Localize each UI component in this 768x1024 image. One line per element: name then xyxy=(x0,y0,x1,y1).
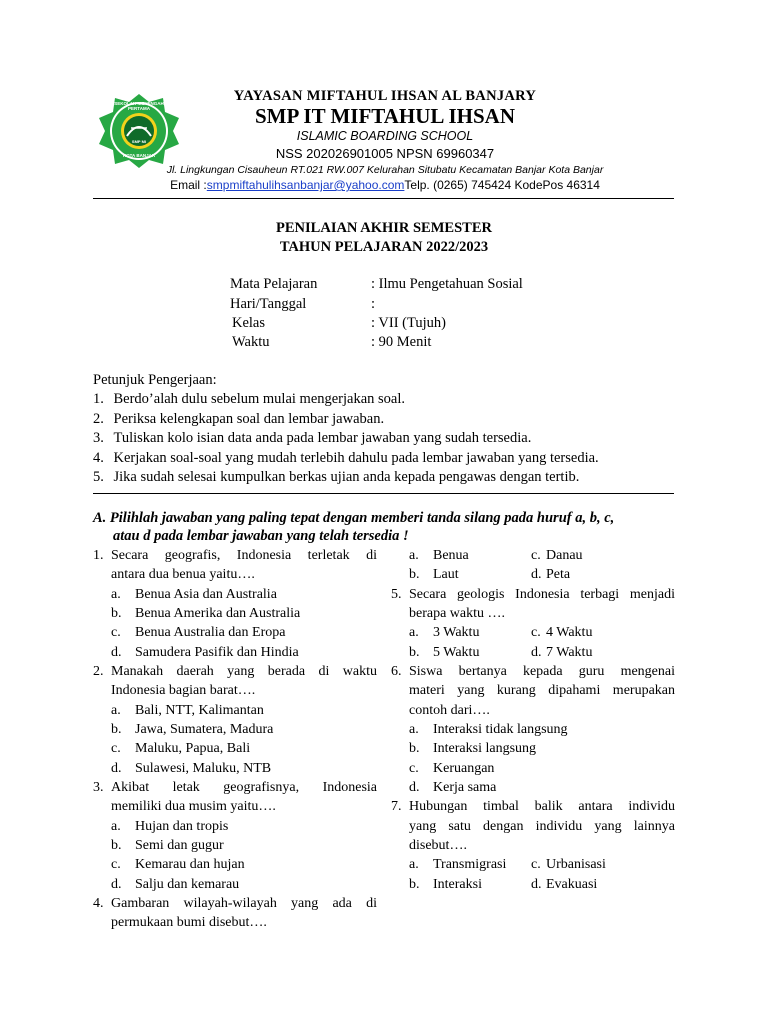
boarding-label: ISLAMIC BOARDING SCHOOL xyxy=(296,129,474,143)
exam-title: PENILAIAN AKHIR SEMESTER xyxy=(276,220,492,236)
meta-value: : Ilmu Pengetahuan Sosial xyxy=(371,276,523,292)
question-number: 4. xyxy=(93,896,104,911)
option-letter: a. xyxy=(409,625,419,640)
meta-label: Hari/Tanggal xyxy=(230,296,307,312)
logo-top-text: SEKOLAH MENENGAH PERTAMA xyxy=(114,101,164,111)
meta-class xyxy=(232,315,632,335)
option-letter: b. xyxy=(111,838,122,853)
phone-postal: Telp. (0265) 745424 KodePos 46314 xyxy=(404,178,600,192)
academic-year: TAHUN PELAJARAN 2022/2023 xyxy=(279,239,489,255)
meta-date xyxy=(230,296,630,316)
question-4-line2: permukaan bumi disebut…. xyxy=(111,915,267,930)
instruction-number: 1. xyxy=(93,391,104,407)
section-a-heading xyxy=(93,509,673,545)
option-letter: b. xyxy=(111,722,122,737)
logo-mid-text: SMP MI xyxy=(131,139,147,144)
question-7-line1: Hubungan timbal balik antara individu xyxy=(409,799,675,814)
question-2-line1: Manakah daerah yang berada di waktu xyxy=(111,664,377,679)
option-letter: a. xyxy=(409,548,419,563)
option-letter: c. xyxy=(111,625,121,640)
meta-time xyxy=(232,334,632,354)
option-letter: d. xyxy=(531,567,542,582)
option-letter: b. xyxy=(409,567,420,582)
logo-bottom-text: KOTA BANJAR xyxy=(122,153,156,158)
question-6-line1: Siswa bertanya kepada guru mengenai xyxy=(409,664,675,679)
option-letter: d. xyxy=(111,877,122,892)
foundation-name: YAYASAN MIFTAHUL IHSAN AL BANJARY xyxy=(233,88,537,104)
option-text: Maluku, Papua, Bali xyxy=(135,741,251,756)
option-letter: a. xyxy=(111,819,121,834)
option-letter: b. xyxy=(111,606,122,621)
section-a-line2: atau d pada lembar jawaban yang telah tersedia ! xyxy=(113,528,409,544)
instruction-number: 2. xyxy=(93,411,104,427)
option-letter: c. xyxy=(531,625,541,640)
school-address: Jl. Lingkungan Cisauheun RT.021 RW.007 Kelurahan Situbatu Kecamatan Banjar Kota Banjar xyxy=(166,164,604,176)
questions-right-column xyxy=(391,546,675,906)
option-text: Interaksi langsung xyxy=(433,741,537,756)
header-divider xyxy=(93,198,674,199)
instruction-item xyxy=(93,391,405,408)
option-letter: a. xyxy=(409,722,419,737)
question-3-line2: memiliki dua musim yaitu…. xyxy=(111,799,276,814)
instruction-text: Tuliskan kolo isian data anda pada lembar jawaban yang sudah tersedia. xyxy=(113,430,532,446)
instruction-text: Periksa kelengkapan soal dan lembar jawaban. xyxy=(113,411,385,427)
option-text: Salju dan kemarau xyxy=(135,877,240,892)
meta-label: Waktu xyxy=(232,334,270,350)
question-6-line2: materi yang kurang dipahami merupakan xyxy=(409,683,675,698)
option-text: Benua Asia dan Australia xyxy=(135,587,277,602)
option-text: Interaksi tidak langsung xyxy=(433,722,568,737)
option-letter: c. xyxy=(531,857,541,872)
option-letter: c. xyxy=(409,761,419,776)
option-text: Benua Amerika dan Australia xyxy=(135,606,301,621)
option-letter: d. xyxy=(111,761,122,776)
question-4-line1: Gambaran wilayah-wilayah yang ada di xyxy=(111,896,377,911)
question-6-line3: contoh dari…. xyxy=(409,703,490,718)
email-label: Email : xyxy=(170,178,207,192)
option-text: 4 Waktu xyxy=(546,625,593,640)
question-2-line2: Indonesia bagian barat…. xyxy=(111,683,256,698)
option-text: Hujan dan tropis xyxy=(135,819,229,834)
meta-label: Kelas xyxy=(232,315,266,331)
option-text: Danau xyxy=(546,548,583,563)
instruction-item xyxy=(93,450,599,467)
option-text: Sulawesi, Maluku, NTB xyxy=(135,761,272,776)
meta-subject xyxy=(230,276,630,296)
option-text: Semi dan gugur xyxy=(135,838,224,853)
option-letter: d. xyxy=(409,780,420,795)
option-letter: b. xyxy=(409,877,420,892)
instruction-text: Berdo’alah dulu sebelum mulai mengerjakan soal. xyxy=(113,391,406,407)
meta-label: Mata Pelajaran xyxy=(230,276,318,292)
option-text: Jawa, Sumatera, Madura xyxy=(135,722,274,737)
option-text: Transmigrasi xyxy=(433,857,507,872)
question-5-line2: berapa waktu …. xyxy=(409,606,506,621)
instruction-item xyxy=(93,411,384,428)
instruction-text: Jika sudah selesai kumpulkan berkas ujian anda kepada pengawas dengan tertib. xyxy=(113,469,580,485)
option-text: Kemarau dan hujan xyxy=(135,857,245,872)
instructions-divider xyxy=(93,493,674,494)
instruction-item xyxy=(93,430,531,447)
option-text: Bali, NTT, Kalimantan xyxy=(135,703,264,718)
option-letter: b. xyxy=(409,645,420,660)
meta-value: : 90 Menit xyxy=(371,334,432,350)
question-5-line1: Secara geologis Indonesia terbagi menjadi xyxy=(409,587,675,602)
meta-value: : VII (Tujuh) xyxy=(371,315,446,331)
option-text: Kerja sama xyxy=(433,780,497,795)
option-letter: c. xyxy=(531,548,541,563)
instruction-number: 4. xyxy=(93,450,104,466)
school-name: SMP IT MIFTAHUL IHSAN xyxy=(254,104,516,128)
option-letter: c. xyxy=(111,741,121,756)
question-number: 6. xyxy=(391,664,402,679)
option-letter: d. xyxy=(111,645,122,660)
question-1-line1: Secara geografis, Indonesia terletak di xyxy=(111,548,377,563)
option-text: Samudera Pasifik dan Hindia xyxy=(135,645,299,660)
option-letter: d. xyxy=(531,645,542,660)
questions-left-column xyxy=(93,546,379,936)
option-letter: b. xyxy=(409,741,420,756)
option-text: Laut xyxy=(433,567,459,582)
option-letter: a. xyxy=(111,587,121,602)
section-a-line1: A. Pilihlah jawaban yang paling tepat dengan memberi tanda silang pada huruf a, b, c, xyxy=(93,510,615,526)
question-number: 7. xyxy=(391,799,402,814)
question-7-line3: disebut…. xyxy=(409,838,467,853)
question-number: 5. xyxy=(391,587,402,602)
option-letter: d. xyxy=(531,877,542,892)
option-text: Benua Australia dan Eropa xyxy=(135,625,286,640)
meta-value: : xyxy=(371,296,376,312)
option-text: Keruangan xyxy=(433,761,495,776)
question-1-line2: antara dua benua yaitu…. xyxy=(111,567,255,582)
option-text: Urbanisasi xyxy=(546,857,606,872)
question-number: 3. xyxy=(93,780,104,795)
email-link[interactable]: smpmiftahulihsanbanjar@yahoo.com xyxy=(206,178,405,192)
option-letter: a. xyxy=(111,703,121,718)
option-text: 5 Waktu xyxy=(433,645,480,660)
option-text: Peta xyxy=(546,567,571,582)
option-text: 7 Waktu xyxy=(546,645,593,660)
instruction-item xyxy=(93,469,579,486)
question-number: 1. xyxy=(93,548,104,563)
nss-npsn: NSS 202026901005 NPSN 69960347 xyxy=(275,146,495,161)
option-text: Interaksi xyxy=(433,877,482,892)
contact-line xyxy=(80,178,690,192)
instruction-number: 3. xyxy=(93,430,104,446)
option-text: Benua xyxy=(433,548,469,563)
option-text: Evakuasi xyxy=(546,877,598,892)
question-number: 2. xyxy=(93,664,104,679)
instruction-text: Kerjakan soal-soal yang mudah terlebih dahulu pada lembar jawaban yang tersedia. xyxy=(113,450,599,466)
option-text: 3 Waktu xyxy=(433,625,480,640)
instruction-number: 5. xyxy=(93,469,104,485)
option-letter: c. xyxy=(111,857,121,872)
option-letter: a. xyxy=(409,857,419,872)
question-3-line1: Akibat letak geografisnya, Indonesia xyxy=(111,780,377,795)
instructions-heading: Petunjuk Pengerjaan: xyxy=(93,372,217,388)
question-7-line2: yang satu dengan individu yang lainnya xyxy=(409,819,675,834)
